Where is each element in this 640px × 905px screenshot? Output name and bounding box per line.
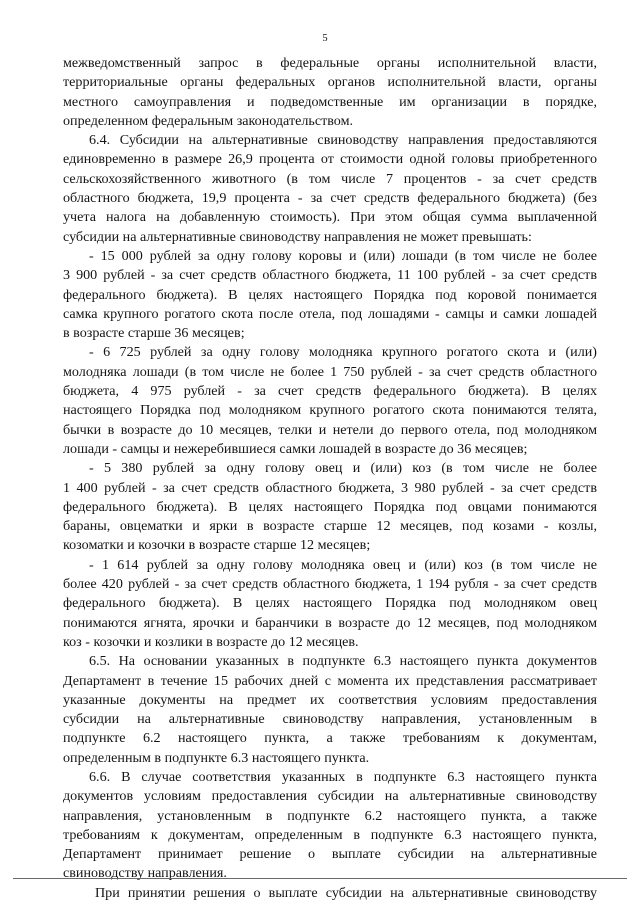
text-line: Департамент в течение 15 рабочих дней с момента их представления рассматривает	[63, 672, 597, 689]
text-line: требованиям к документам, определенным в подпункте 6.3 настоящего пункта,	[63, 826, 597, 843]
text-line: - 1 614 рублей за одну голову молодняка овец и (или) коз (в том числе не	[89, 556, 597, 573]
text-line: указанные документы на предмет их соответствия условиям предоставления	[63, 691, 597, 708]
text-line: определенным в подпункте 6.3 настоящего пункта.	[63, 749, 370, 766]
text-line: понимаются ягнята, ярочки и баранчики в возрасте до 12 месяцев, под молодняком	[63, 614, 597, 631]
text-line: определенном федеральным законодательством.	[63, 112, 354, 129]
text-line: - 6 725 рублей за одну голову молодняка крупного рогатого скота и (или)	[89, 344, 597, 361]
text-line: настоящего Порядка под молодняком крупного рогатого скота понимаются телята,	[63, 402, 597, 419]
text-line: более 420 рублей - за счет средств областного бюджета, 1 194 рубля - за счет средств	[63, 576, 597, 593]
text-line: Департамент принимает решение о выплате субсидии на альтернативные	[63, 846, 597, 863]
text-line: свиноводству направления.	[63, 865, 227, 882]
text-line: 6.6. В случае соответствия указанных в подпункте 6.3 настоящего пункта	[89, 768, 597, 785]
text-line: подпункте 6.2 настоящего пункта, а также требованиям к документам,	[63, 730, 597, 747]
text-line: местного самоуправления и подведомственные им организации в порядке,	[63, 93, 597, 110]
text-line: бараны, овцематки и ярки в возрасте старше 12 месяцев, под козами - козлы,	[63, 518, 597, 535]
text-line: сельскохозяйственного животного (в том числе 7 процентов - за счет средств	[63, 170, 597, 187]
text-line: бюджета, 4 975 рублей - за счет средств федерального бюджета). В целях	[63, 383, 597, 400]
text-line: 1 400 рублей - за счет средств областного бюджета, 3 980 рублей - за счет средств	[63, 479, 597, 496]
text-line: коз - козочки и козлики в возрасте до 12 месяцев.	[63, 633, 359, 650]
text-line: козоматки и козочки в возрасте старше 12 месяцев;	[63, 537, 371, 554]
text-line: 6.5. На основании указанных в подпункте 6.3 настоящего пункта документов	[89, 653, 597, 670]
text-line: областного бюджета, 19,9 процента - за счет средств федерального бюджета) (без	[63, 190, 597, 207]
text-line: - 5 380 рублей за одну голову овец и (или) коз (в том числе не более	[89, 460, 597, 477]
page-number: 5	[322, 33, 328, 44]
text-line: 6.4. Субсидии на альтернативные свиноводству направления предоставляются	[89, 132, 597, 149]
text-line: в возрасте старше 36 месяцев;	[63, 325, 245, 342]
text-line: бычки в возрасте до 10 месяцев, телки и нетели до первого отела, под молодняком	[63, 421, 597, 438]
text-line: федерального бюджета). В целях настоящего Порядка под молодняком овец	[63, 595, 597, 612]
text-line: федерального бюджета). В целях настоящего Порядка под коровой понимается	[63, 286, 597, 303]
text-line: 3 900 рублей - за счет средств областного бюджета, 11 100 рублей - за счет средств	[63, 267, 597, 284]
text-line: При принятии решения о выплате субсидии на альтернативные свиноводству	[95, 884, 597, 901]
footer-divider	[13, 878, 627, 879]
text-line: самка крупного рогатого скота после отела, под лошадями - самцы и самки лошадей	[63, 305, 597, 322]
text-line: субсидии на альтернативные свиноводству направления не может превышать:	[63, 228, 532, 245]
text-line: субсидии на альтернативные свиноводству направления, установленным в	[63, 711, 597, 728]
text-line: направления, установленным в подпункте 6.2 настоящего пункта, а также	[63, 807, 597, 824]
text-line: территориальные органы федеральных органов исполнительной власти, органы	[63, 74, 597, 91]
text-line: учета налога на добавленную стоимость). При этом общая сумма выплаченной	[63, 209, 597, 226]
text-line: федерального бюджета). В целях настоящего Порядка под овцами понимаются	[63, 498, 597, 515]
text-line: межведомственный запрос в федеральные органы исполнительной власти,	[63, 55, 597, 71]
text-line: документов условиям предоставления субсидии на альтернативные свиноводству	[63, 788, 597, 805]
text-line: лошади - самцы и нежеребившиеся самки лошадей в возрасте до 36 месяцев;	[63, 440, 528, 457]
document-body	[63, 54, 597, 903]
text-line: единовременно в размере 26,9 процента от стоимости одной головы приобретенного	[63, 151, 597, 168]
text-line: - 15 000 рублей за одну голову коровы и (или) лошади (в том числе не более	[89, 247, 597, 264]
text-line: молодняка лошади (в том числе не более 1 750 рублей - за счет средств областного	[63, 363, 597, 380]
